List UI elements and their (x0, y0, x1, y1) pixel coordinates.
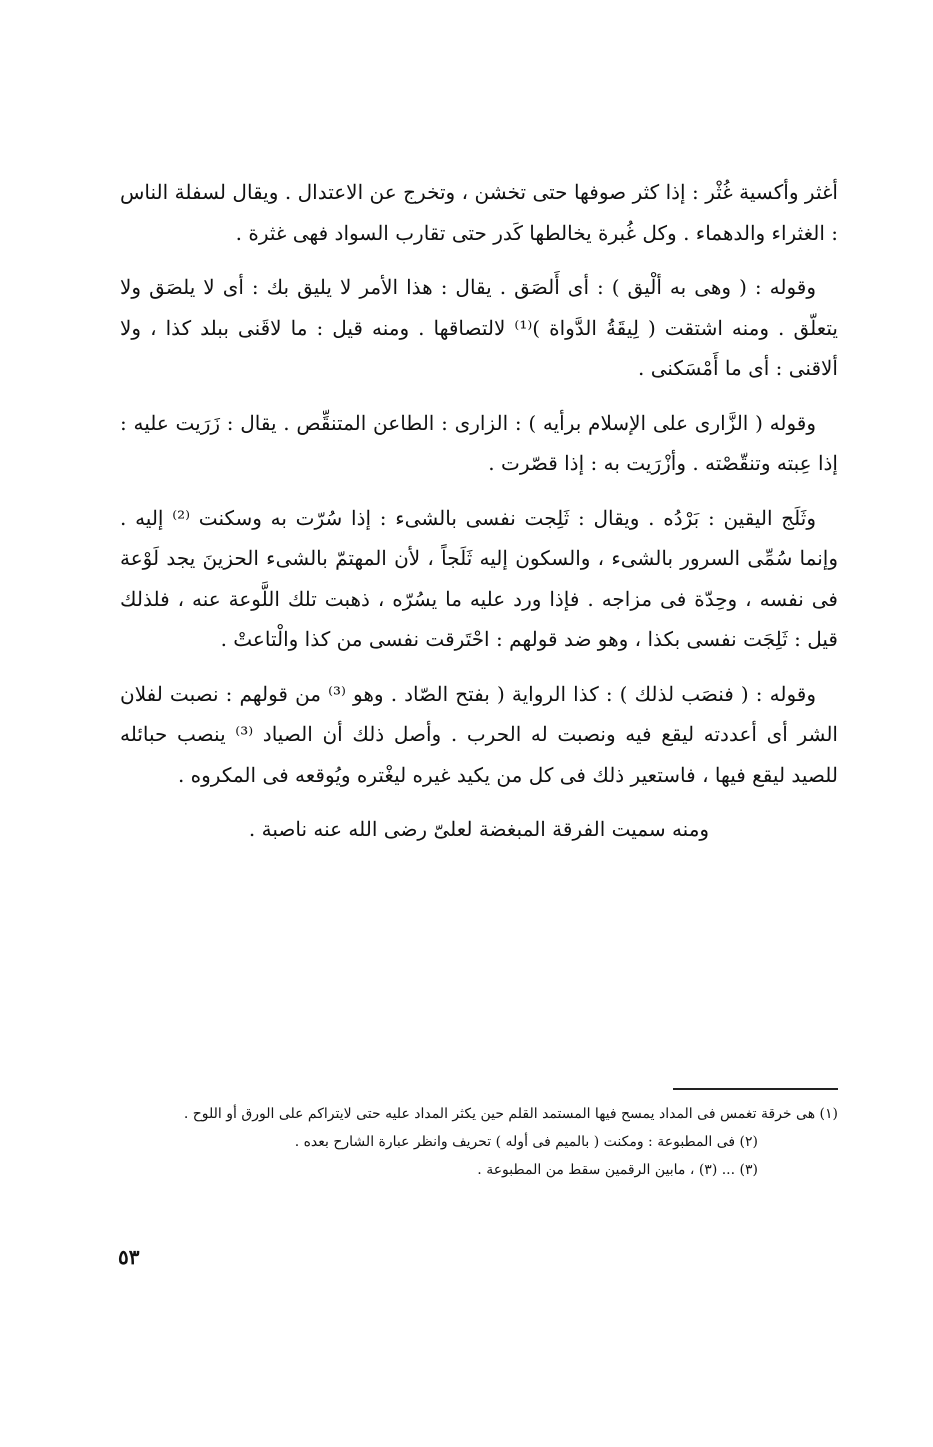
paragraph-ghathr: أغثر وأكسية غُثْر : إذا كثر صوفها حتى تخشن ، وتخرج عن الاعتدال . ويقال لسفلة الناس : الغثراء والدهماء . وكل غُبرة يخالطها كَدر حتى تقارب السواد فهى غثرة . (120, 180, 838, 245)
footnote-3: (٣) ... (٣) ، مابين الرقمين سقط من المطبوعة . (477, 1162, 758, 1178)
footnote-separator (673, 1088, 838, 1090)
page-number: ٥٣ (118, 1245, 140, 1269)
paragraph-nasiba: ومنه سميت الفرقة المبغضة لعلىّ رضى الله عنه ناصبة . (248, 817, 710, 841)
paragraph-zari: وقوله ( الزَّارى على الإسلام برأيه ) : الزارى : الطاعن المتنقِّص . يقال : زَرَيت عليه : إذا عِبته وتنقّصْته . وأزْرَيت به : إذا قصّرت . (120, 410, 838, 475)
main-text (120, 172, 838, 864)
footnotes (120, 1100, 838, 1184)
paragraph-alyaq: وقوله : ( وهى به ألْيق ) : أى أَلصَق . يقال : هذا الأمر لا يليق بك : أى لا يلصَق ولا يتعلّق . ومنه اشتقت ( لِيقَةُ الدَّواة )⁽¹⁾ لالتصاقها . ومنه قيل : ما لاقَنى ببلد كذا ، ولا ألاقنى : أى ما أَمْسَكنى . (120, 275, 838, 380)
footnote-2: (٢) فى المطبوعة : ومكنت ( بالميم فى أوله ) تحريف وانظر عبارة الشارح بعده . (294, 1134, 758, 1150)
paragraph-nasab: وقوله : ( فنصَب لذلك ) : كذا الرواية ( بفتح الصّاد . وهو ⁽³⁾ من قولهم : نصبت لفلان الشر أى أعددته ليقع فيه ونصبت له الحرب . وأصل ذلك أن الصياد ⁽³⁾ ينصب حبائله للصيد ليقع فيها ، فاستعير ذلك فى كل من يكيد غيره ليغْتره ويُوقعه فى المكروه . (120, 681, 838, 787)
footnote-1: (١) هى خرقة تغمس فى المداد يمسح فيها المستمد القلم حين يكثر المداد عليه حتى لايتراكم على الورق أو اللوح . (183, 1106, 838, 1122)
paragraph-thalaj: وثَلَج اليقين : بَرْدُه . ويقال : ثَلِجت نفسى بالشىء : إذا سُرّت به وسكنت ⁽²⁾ إليه . وإنما سُمِّى السرور بالشىء ، والسكون إليه ثَلَجاً ، لأن المهتمّ بالشىء الحزينَ يجد لَوْعة فى نفسه ، وحِدّة فى مزاجه . فإذا ورد عليه ما يسُرّه ، ذهبت تلك اللَّوعة عنه ، فلذلك قيل : ثَلِجَت نفسى بكذا ، وهو ضد قولهم : احْتَرقت نفسى من كذا والْتاعتْ . (120, 505, 838, 651)
